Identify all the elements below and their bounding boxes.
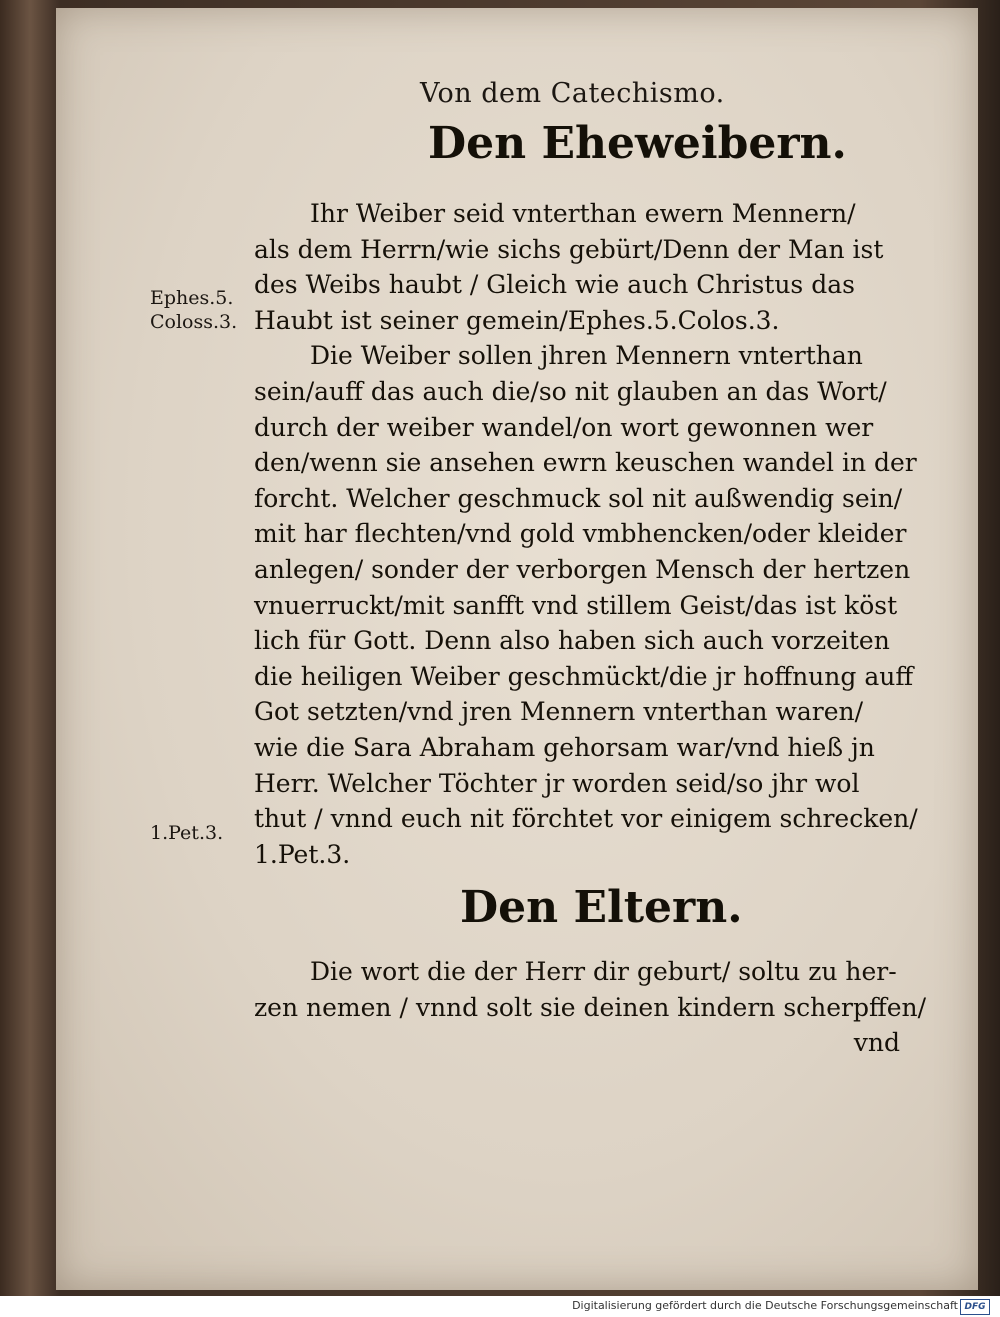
text-line: lich für Gott. Denn also haben sich auch vorzeiten [254,626,890,656]
running-head: Von dem Catechismo. [420,78,725,109]
text-line: des Weibs haubt / Gleich wie auch Christus das [254,270,855,300]
text-line: Die Weiber sollen jhren Mennern vnterthan [310,341,863,371]
text-line: den/wenn sie ansehen ewrn keuschen wandel in der [254,448,917,478]
text-line: als dem Herrn/wie sichs gebürt/Denn der Man ist [254,234,884,264]
footer-bar [0,1296,1000,1317]
footer-credit: Digitalisierung gefördert durch die Deutsche Forschungsgemeinschaft [572,1299,958,1312]
marginal-note-pet: 1.Pet.3. [150,822,224,844]
text-line: wie die Sara Abraham gehorsam war/vnd hieß jn [254,732,875,762]
text-line: durch der weiber wandel/on wort gewonnen wer [254,412,874,442]
section-text-eheweibern [254,196,918,872]
section-text-eltern [254,954,927,1061]
text-line: Die wort die der Herr dir geburt/ soltu zu her- [310,957,897,986]
text-line: thut / vnnd euch nit förchtet vor einigem schrecken/ [254,804,918,834]
marginal-note-ephes: Ephes.5. [150,287,234,309]
text-line: Herr. Welcher Töchter jr worden seid/so jhr wol [254,768,860,798]
dfg-logo: DFG [960,1299,990,1315]
text-line: Got setzten/vnd jren Mennern vnterthan waren/ [254,697,864,727]
text-line: vnuerruckt/mit sanfft vnd stillem Geist/das ist köst [254,590,898,620]
text-line: sein/auff das auch die/so nit glauben an das Wort/ [254,376,887,406]
text-line: zen nemen / vnnd solt sie deinen kindern scherpffen/ [254,992,927,1022]
text-line: vnd [853,1028,900,1058]
text-line: Haubt ist seiner gemein/Ephes.5.Colos.3. [254,305,780,335]
marginal-note-coloss: Coloss.3. [150,311,238,333]
text-line: 1.Pet.3. [254,839,351,869]
marginal-note-ephes-coloss [150,286,237,334]
text-line: anlegen/ sonder der verborgen Mensch der hertzen [254,554,911,584]
text-line: Ihr Weiber seid vnterthan ewern Mennern/ [310,199,856,228]
section-heading-eheweibern: Den Eheweibern. [428,118,847,169]
text-line: die heiligen Weiber geschmückt/die jr hoffnung auff [254,661,914,691]
section-heading-eltern: Den Eltern. [460,882,743,933]
text-line: mit har flechten/vnd gold vmbhencken/oder kleider [254,519,907,549]
text-line: forcht. Welcher geschmuck sol nit außwendig sein/ [254,483,903,513]
